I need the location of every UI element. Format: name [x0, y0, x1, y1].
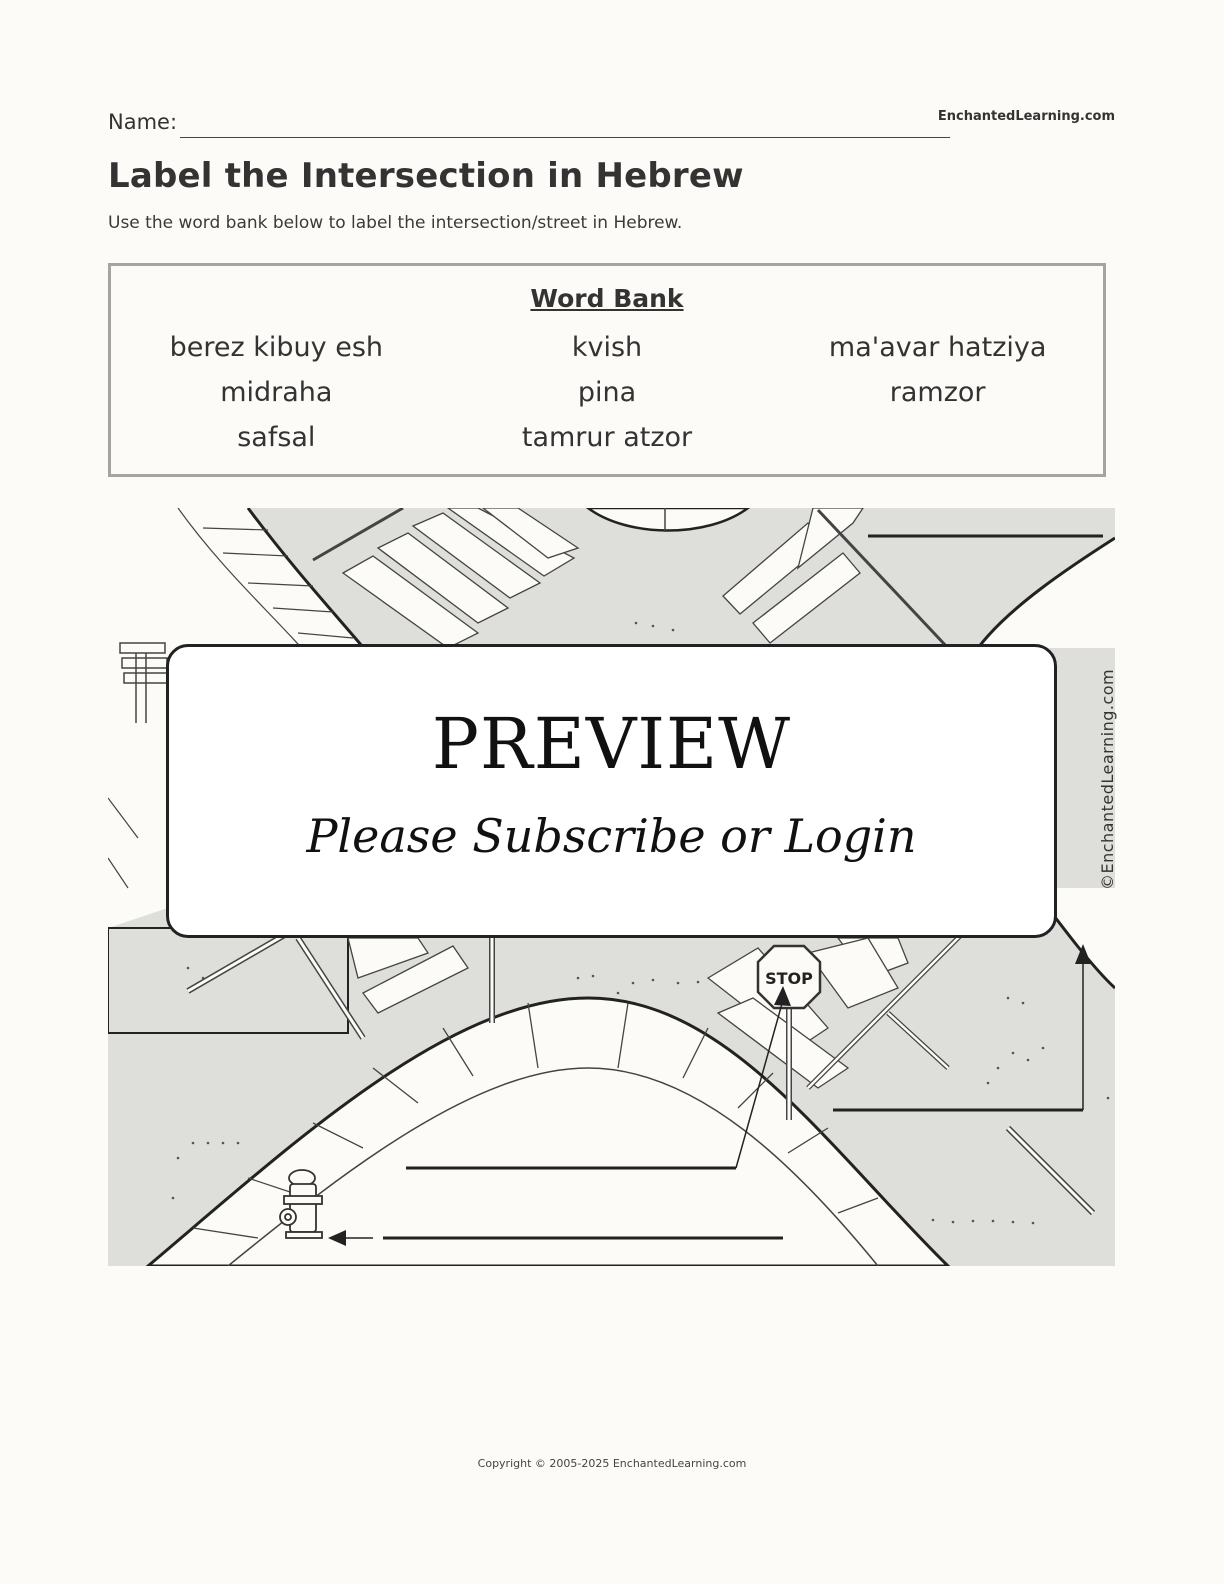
- word-bank-word: ramzor: [889, 377, 986, 408]
- word-bank-word: safsal: [237, 422, 316, 453]
- word-bank-word: berez kibuy esh: [169, 332, 384, 363]
- stop-sign-text: STOP: [765, 969, 813, 988]
- word-bank-word: midraha: [220, 377, 333, 408]
- site-tag: EnchantedLearning.com: [937, 109, 1115, 124]
- word-bank: [108, 263, 1106, 477]
- word-bank-word: tamrur atzor: [521, 422, 693, 453]
- name-label: Name:: [108, 110, 178, 134]
- preview-subtitle: Please Subscribe or Login: [306, 809, 917, 863]
- word-bank-grid: [111, 328, 1103, 457]
- preview-title: PREVIEW: [431, 703, 792, 785]
- preview-overlay[interactable]: [166, 644, 1057, 938]
- word-bank-title: Word Bank: [530, 284, 684, 313]
- copyright-footer: Copyright © 2005-2025 EnchantedLearning.com: [477, 1457, 747, 1470]
- worksheet-instructions: Use the word bank below to label the intersection/street in Hebrew.: [108, 213, 683, 233]
- vertical-watermark: ©EnchantedLearning.com: [1098, 668, 1117, 890]
- name-line[interactable]: [180, 137, 950, 138]
- word-bank-word: ma'avar hatziya: [828, 332, 1047, 363]
- worksheet-title: Label the Intersection in Hebrew: [108, 156, 744, 196]
- word-bank-word: pina: [577, 377, 637, 408]
- word-bank-word: kvish: [571, 332, 643, 363]
